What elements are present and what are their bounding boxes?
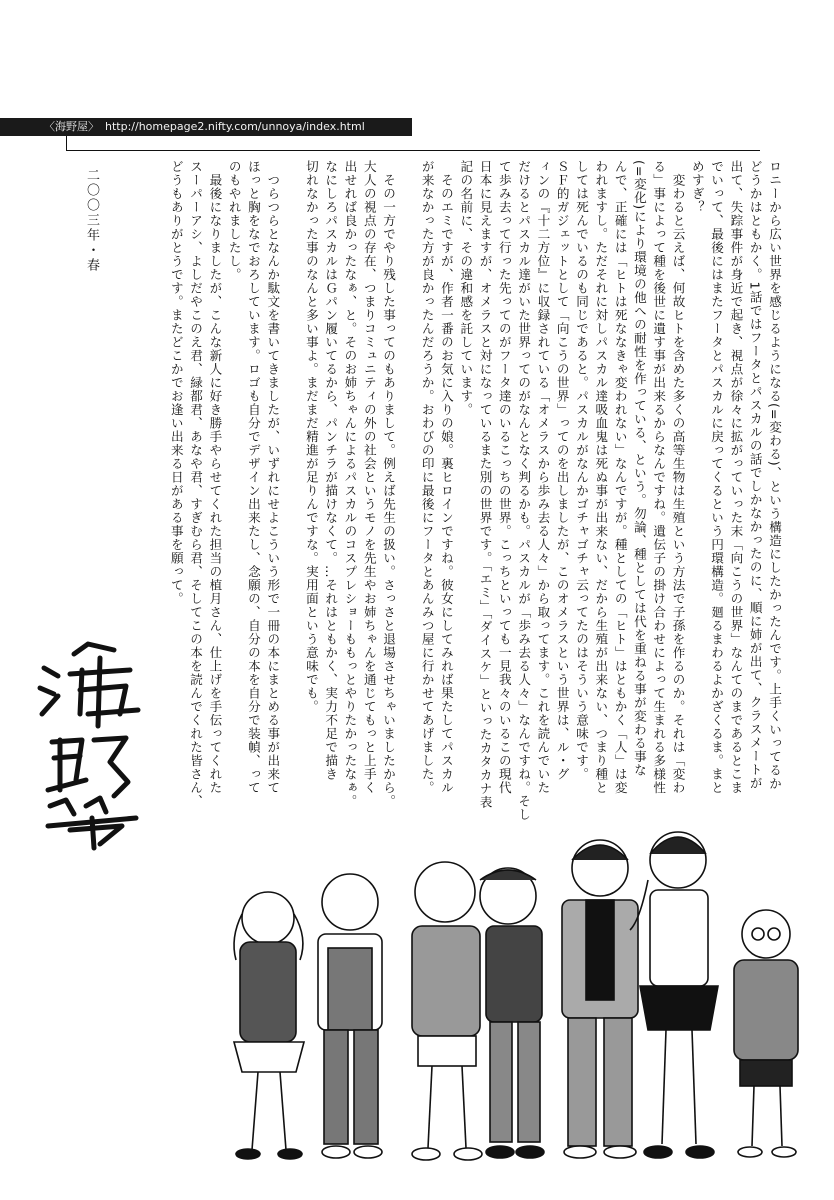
character-girl-bandana: [480, 868, 544, 1158]
character-girl-twintails: [234, 892, 304, 1159]
text-column: ＳＦ的ガジェットとして「向こうの世界」ってのを出しましたが、このオメラスという世界は、ル・グ: [554, 160, 570, 781]
text-column: でいって、最後にはまたフータとパスカルに戻ってくるという円環構造。廻るまわるよかざくるま。まと: [709, 160, 725, 795]
text-column: めすぎ？: [689, 160, 705, 214]
text-column: その一方でやり残した事ってのもありまして。例えば先生の扱い。さっさと退場させちゃいましたから。: [381, 160, 397, 808]
author-signature: [30, 630, 150, 850]
text-column: のもやれましたし。: [226, 160, 242, 282]
character-boy-jacket: [412, 862, 482, 1160]
text-column: 切れなかった事のなんと多い事よ。まだまだ精進が足りんですな。実用面という意味でも。: [303, 160, 319, 714]
date-line: 二〇〇三年・春: [84, 168, 99, 273]
text-column: スーパーアシ、よしだやこのえ君、緑都君、あなや君、すぎむら君、そしてこの本を読んでくれた皆さん、: [188, 160, 204, 808]
text-column: 変わると云えば、何故ヒトを含めた多くの高等生物は生殖という方法で子孫を作るのか。それは「変わ: [670, 160, 686, 795]
text-column: しては死んでいるのも同じであると。パスカルがなんかゴチャゴチャ云ってたのはそういう意味です。: [574, 160, 590, 781]
frame-rule-vertical: [66, 136, 67, 150]
text-column: ィンの『十二方位』に収録されている「オメラスから歩み去る人々」から取ってます。これを読んでいた: [535, 160, 551, 795]
text-column: 最後になりましたが、こんな新人に好き勝手やらせてくれた担当の植月さん、仕上げを手伝ってくれた: [207, 160, 223, 795]
text-column: 日本に見えますが、オメラスと対になっているまた別の世界です。「エミ」「ダイスケ」といったカタカナ表: [477, 160, 493, 809]
text-column: どうかはともかく。1話ではフータとパスカルの話でしかなかったのに、順に姉が出て、クラスメートが: [747, 160, 763, 790]
character-tall-boy: [562, 840, 638, 1158]
text-column: だけるとパスカル達がいた世界ってのがなんとなく判るかも。パスカルが「歩み去る人々」なんですね。そし: [516, 160, 532, 822]
text-column: なにしろパスカルはＧパン履いてるから、パンチラが描けなくて。…それはともかく、実力不足で描き: [323, 160, 339, 781]
site-name: 〈海野屋〉: [44, 120, 99, 133]
text-column: 記の名前に、その違和感を託しています。: [458, 160, 474, 417]
text-column: ロニーから広い世界を感じるようになる(=変わる)、という構造にしたかったんです。上手くいってるか: [767, 160, 782, 791]
character-girl-sailor-uniform: [630, 832, 718, 1158]
text-column: そのエミですが、作者一番のお気に入りの娘。裏ヒロインですね。彼女にしてみれば果たしてパスカル: [438, 160, 454, 795]
site-url: http://homepage2.nifty.com/unnoya/index.html: [105, 120, 365, 133]
text-column: て歩み去って行った先ってのがフータ達のいるこっちの世界。こっちといっても一見我々のいるこの現代: [496, 160, 512, 795]
character-boy-overalls: [318, 874, 382, 1158]
text-column: 出て、失踪事件が身近で起き、視点が徐々に拡がっていった末「向こうの世界」なんてのまであるとこま: [728, 160, 744, 795]
text-column: る」事によって種を後世に遺す事が出来るからなんですね。遺伝子の掛け合わせによって生まれる多様性: [651, 160, 667, 795]
text-column: (=変化)により環境の他への耐性を作っている、という。勿論、種としては代を重ねる事が変わる事な: [631, 160, 647, 778]
site-url-banner: [0, 118, 412, 136]
text-column: 出せれば良かったなぁ、と。そのお姉ちゃんによるパスカルのコスプレショーももっとやりたかったなぁ。: [342, 160, 358, 808]
afterword-text: [60, 160, 782, 822]
text-column: んで、正確には「ヒトは死ななきゃ変われない」なんですが。種としての「ヒト」はともかく「人」は変: [612, 160, 628, 795]
text-column: つらつらとなんか駄文を書いてきましたが、いずれにせよこういう形で一冊の本にまとめる事が出来て: [265, 160, 281, 795]
text-column: が来なかった方が良かったんだろうか。おわびの印に最後にフータとあんみつ屋に行かせてあげました。: [419, 160, 435, 795]
text-column: どうもありがとうです。またどこかでお逢い出来る日がある事を願って。: [168, 160, 184, 606]
text-column: ほっと胸をなでおろしています。ロゴも自分でデザイン出来たし、念願の、自分の本を自分で装幀、って: [245, 160, 261, 795]
character-boy-glasses: [734, 910, 798, 1157]
text-column: 大人の視点の存在、つまりコミュニティの外の社会というモノを先生やお姉ちゃんを通じてもっと上手く: [361, 160, 377, 795]
frame-rule-horizontal: [66, 150, 760, 151]
text-column: われますし。ただそれに対しパスカル達吸血鬼は死ぬ事が出来ない、だから生殖が出来ない、つまり種と: [593, 160, 609, 795]
character-lineup-illustration: [200, 810, 820, 1180]
